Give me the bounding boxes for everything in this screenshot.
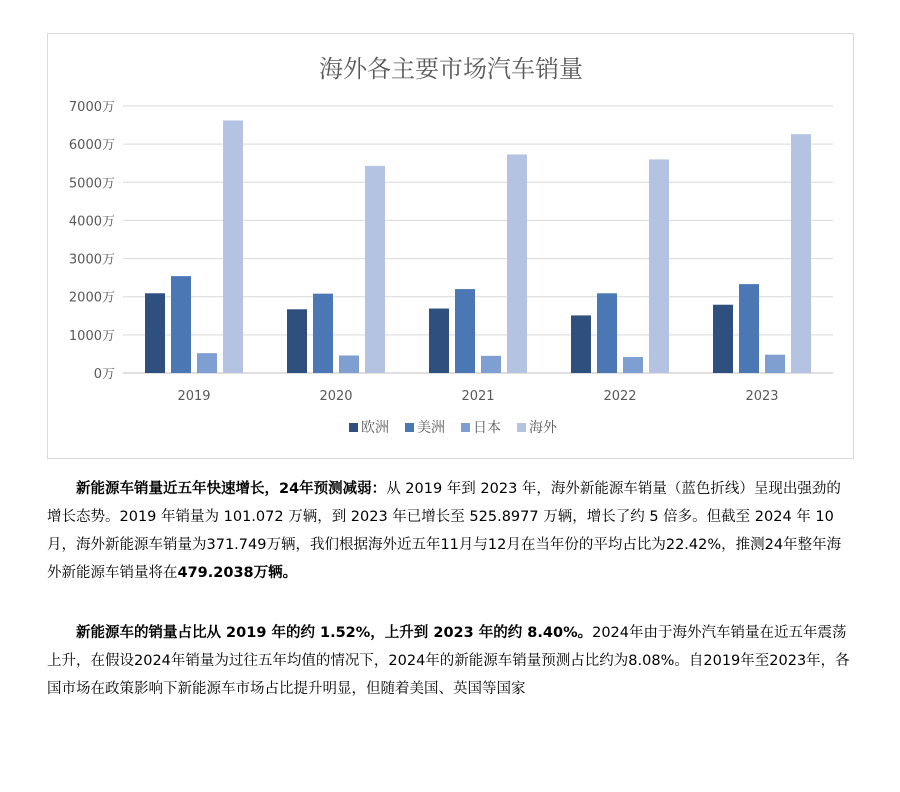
bar	[649, 159, 669, 373]
legend-swatch	[405, 423, 414, 432]
paragraph-1-bold-end: 479.2038万辆。	[177, 565, 298, 581]
x-tick-label: 2023	[745, 389, 779, 404]
y-tick-label: 4000万	[68, 214, 115, 230]
bar	[223, 120, 243, 373]
y-tick-label: 1000万	[68, 328, 115, 344]
bar	[481, 356, 501, 373]
bar	[339, 355, 359, 373]
y-tick-label: 0万	[93, 367, 115, 382]
y-tick-label: 6000万	[68, 138, 115, 154]
x-tick-label: 2019	[177, 389, 211, 404]
x-axis-ticks	[177, 389, 778, 404]
bar	[791, 134, 811, 373]
bar	[287, 309, 307, 373]
legend-label: 美洲	[417, 420, 445, 436]
chart-title: 海外各主要市场汽车销量	[319, 55, 583, 83]
y-tick-label: 7000万	[68, 100, 115, 115]
paragraph-1	[47, 475, 853, 587]
x-tick-label: 2020	[319, 389, 353, 404]
y-tick-label: 3000万	[68, 252, 115, 268]
bar	[507, 154, 527, 373]
bar	[365, 166, 385, 373]
bar-chart	[48, 34, 855, 460]
legend-swatch	[517, 423, 526, 432]
bar	[597, 293, 617, 373]
bar	[739, 284, 759, 373]
bar	[571, 315, 591, 373]
y-axis-ticks	[69, 100, 115, 382]
bar	[765, 355, 785, 373]
legend	[349, 419, 558, 436]
bar	[455, 289, 475, 373]
bar	[197, 353, 217, 373]
paragraph-2	[47, 619, 853, 703]
x-tick-label: 2022	[603, 389, 637, 404]
legend-swatch	[349, 423, 358, 432]
paragraph-1-text: 从 2019 年到 2023 年，海外新能源车销量（蓝色折线）呈现出强劲的增长态势。2019 年销量为 101.072 万辆，到 2023 年已增长至 525.8977 万辆，增长了约 5 倍多。但截至 2024 年 10 月，海外新能源车销量为371.749万辆，我们根据海外近五年11月与12月在当年份的平均占比为22.42%，推测24年整年海外新能源车销量将在	[47, 481, 842, 581]
chart-container	[47, 33, 854, 459]
legend-label: 日本	[473, 420, 501, 436]
bar	[429, 309, 449, 373]
legend-label: 欧洲	[361, 420, 389, 436]
bar	[713, 305, 733, 373]
paragraph-1-bold: 新能源车销量近五年快速增长，24年预测减弱：	[76, 481, 387, 497]
paragraph-2-bold: 新能源车的销量占比从 2019 年的约 1.52%，上升到 2023 年的约 8.40%。	[76, 625, 593, 641]
bar	[145, 293, 165, 373]
x-tick-label: 2021	[461, 389, 495, 404]
legend-swatch	[461, 423, 470, 432]
bar	[623, 357, 643, 373]
bar	[171, 276, 191, 373]
paragraph-2-text: 2024年由于海外汽车销量在近五年震荡上升，在假设2024年销量为过往五年均值的情况下，2024年的新能源车销量预测占比约为8.08%。自2019年至2023年，各国市场在政策影响下新能源车市场占比提升明显，但随着美国、英国等国家	[47, 625, 850, 697]
bar	[313, 294, 333, 373]
legend-label: 海外	[529, 420, 557, 436]
y-tick-label: 5000万	[68, 176, 115, 192]
y-tick-label: 2000万	[68, 290, 115, 306]
